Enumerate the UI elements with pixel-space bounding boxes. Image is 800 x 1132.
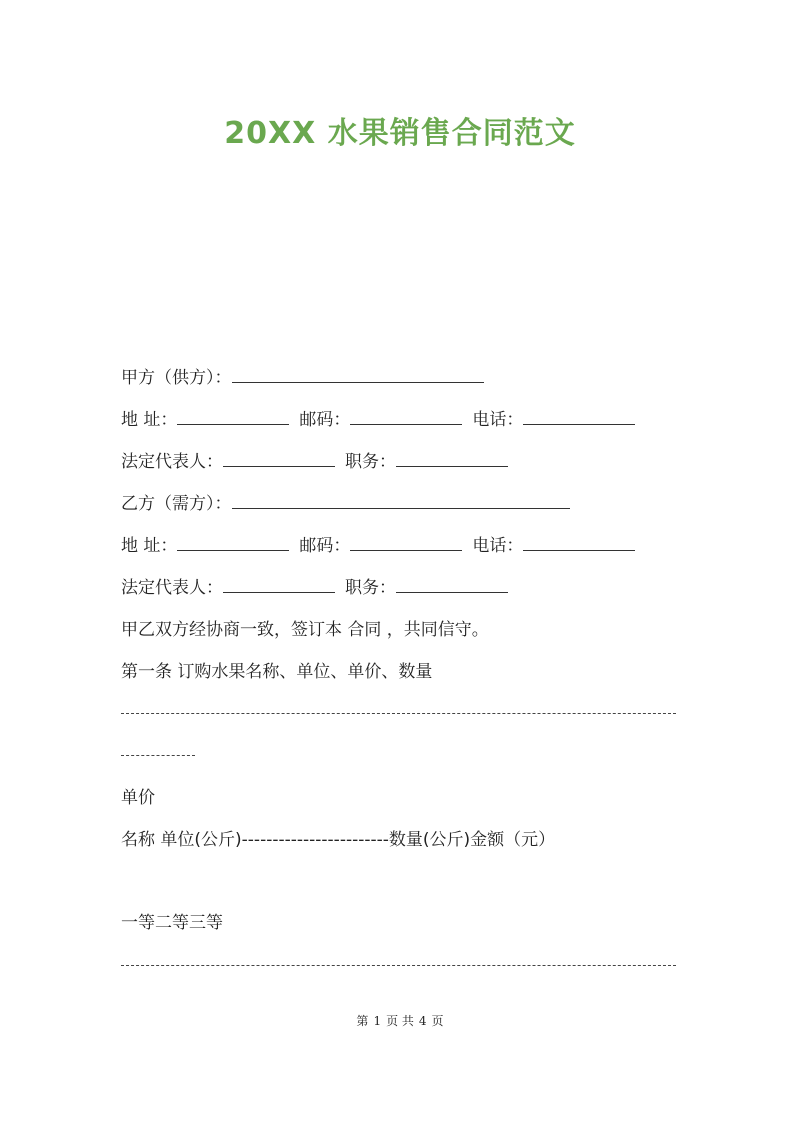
party-a-position-label: 职务： bbox=[345, 452, 396, 472]
party-a-address-line bbox=[121, 408, 635, 432]
grade-row: 一等二等三等 bbox=[121, 913, 223, 933]
footer-page-number: 1 bbox=[373, 1014, 382, 1028]
party-a-phone-label: 电话： bbox=[472, 410, 524, 430]
party-a-name-blank bbox=[232, 367, 484, 383]
party-b-line bbox=[121, 492, 570, 516]
document-title: 20XX 水果销售合同范文 bbox=[224, 116, 576, 151]
party-a-postcode-label: 邮码： bbox=[299, 410, 351, 430]
party-b-address-label: 地 址： bbox=[121, 536, 178, 556]
page-footer bbox=[0, 1013, 800, 1029]
article-1-heading: 第一条 订购水果名称、单位、单价、数量 bbox=[121, 662, 433, 682]
party-a-position-blank bbox=[396, 451, 508, 467]
footer-middle: 页 共 bbox=[386, 1014, 414, 1028]
party-b-rep-label: 法定代表人： bbox=[121, 578, 223, 598]
table-rule-top-wrap bbox=[121, 755, 195, 756]
party-b-phone-blank bbox=[523, 535, 635, 551]
party-b-label: 乙方（需方）： bbox=[121, 494, 232, 514]
party-b-address-line bbox=[121, 534, 635, 558]
party-b-phone-label: 电话： bbox=[472, 536, 524, 556]
table-header-price: 单价 bbox=[121, 788, 155, 808]
party-a-rep-blank bbox=[223, 451, 335, 467]
party-b-rep-blank bbox=[223, 577, 335, 593]
party-b-rep-line bbox=[121, 576, 508, 600]
party-b-postcode-label: 邮码： bbox=[299, 536, 351, 556]
party-a-address-label: 地 址： bbox=[121, 410, 178, 430]
party-a-postcode-blank bbox=[350, 409, 462, 425]
party-a-rep-line bbox=[121, 450, 508, 474]
party-a-rep-label: 法定代表人： bbox=[121, 452, 223, 472]
party-a-address-blank bbox=[177, 409, 289, 425]
footer-total-pages: 4 bbox=[418, 1014, 427, 1028]
party-b-position-blank bbox=[396, 577, 508, 593]
table-rule-top bbox=[121, 713, 676, 714]
table-rule-bottom bbox=[121, 965, 676, 966]
footer-prefix: 第 bbox=[356, 1014, 369, 1028]
party-a-phone-blank bbox=[523, 409, 635, 425]
party-b-position-label: 职务： bbox=[345, 578, 396, 598]
party-b-postcode-blank bbox=[350, 535, 462, 551]
party-a-line bbox=[121, 366, 484, 390]
footer-suffix: 页 bbox=[431, 1014, 444, 1028]
party-a-label: 甲方（供方）： bbox=[121, 368, 232, 388]
party-b-name-blank bbox=[232, 493, 570, 509]
agreement-paragraph: 甲乙双方经协商一致，签订本 合同 ，共同信守。 bbox=[121, 620, 489, 640]
party-b-address-blank bbox=[177, 535, 289, 551]
table-header-columns: 名称 单位(公斤)------------------------数量(公斤)金额（元） bbox=[121, 830, 556, 850]
